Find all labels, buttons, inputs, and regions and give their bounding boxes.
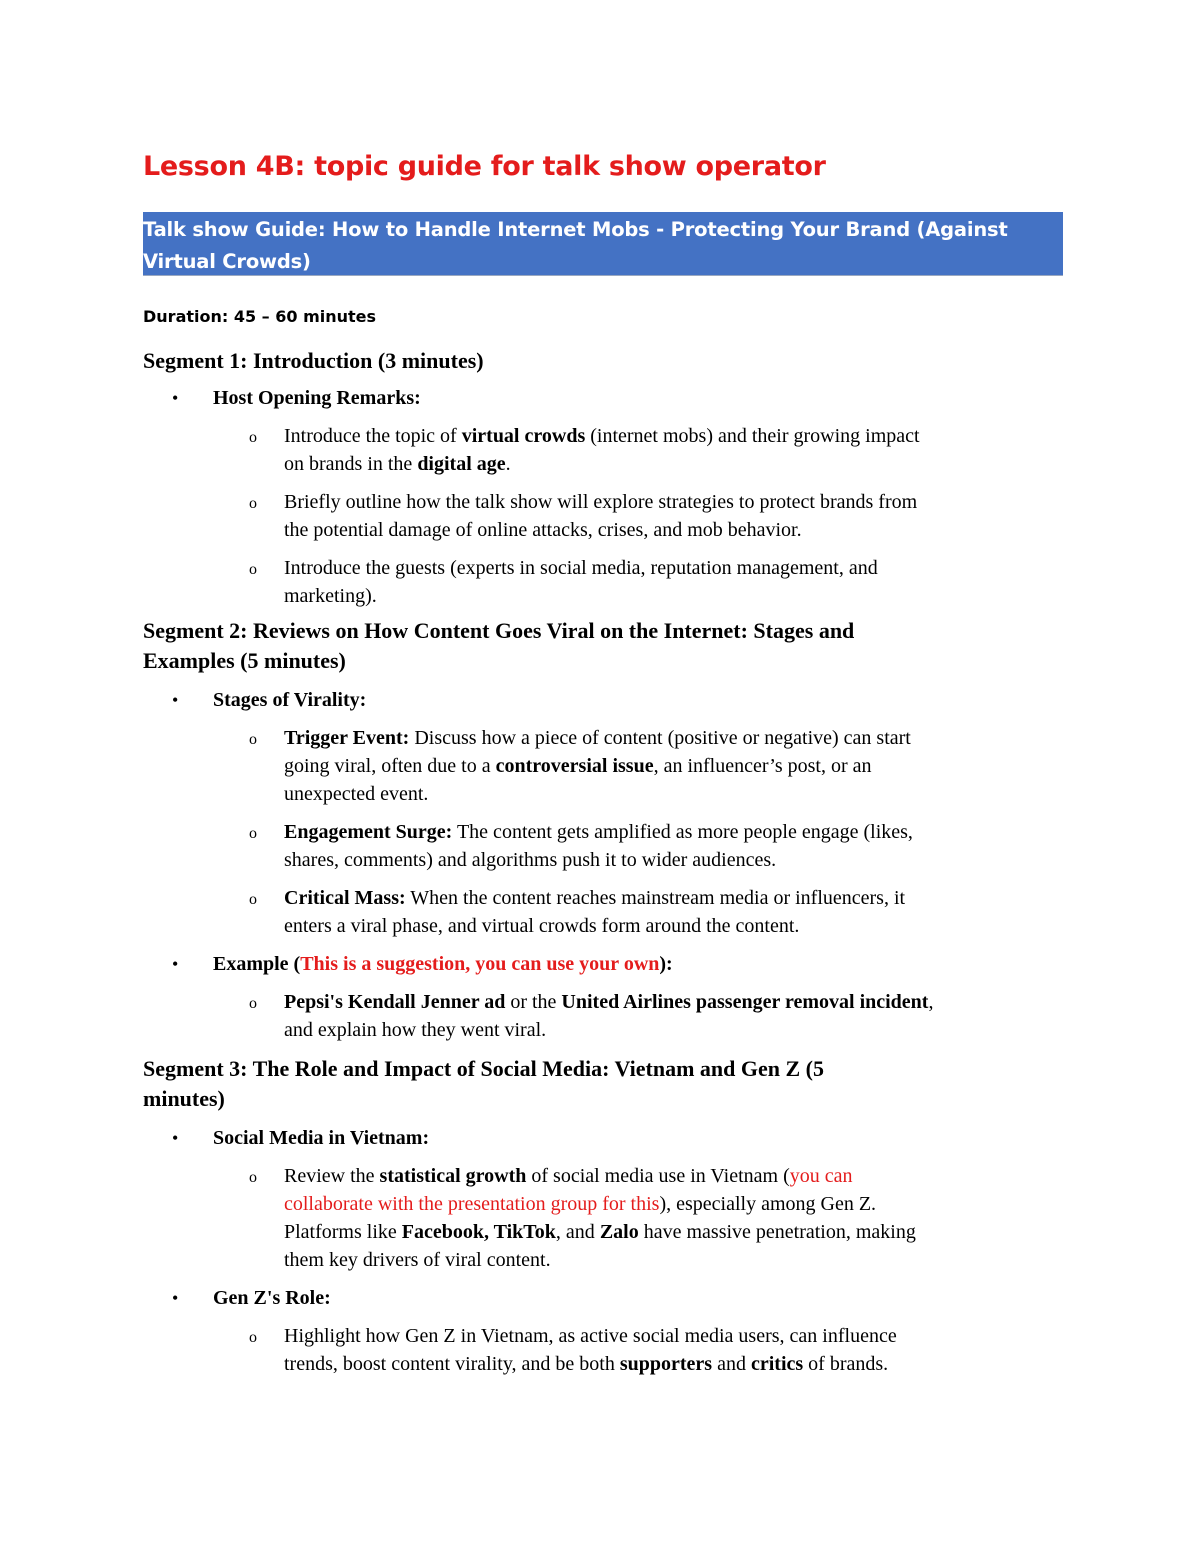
sub-bullet-icon: o	[249, 825, 257, 842]
bullet-icon: •	[172, 388, 179, 408]
segment-2-sub-2: o Engagement Surge: The content gets amplified as more people engage (likes, shares, comments) and algorithms push it to wider audiences.	[249, 821, 913, 871]
segment-1-sub-3: o Introduce the guests (experts in social media, reputation management, and marketing).	[249, 557, 878, 607]
segment-3-title: Segment 3: The Role and Impact of Social Media: Vietnam and Gen Z (5 minutes)	[143, 1056, 824, 1111]
segment-2-bullet-1: • Stages of Virality:	[143, 686, 1063, 714]
segment-3-sub-1: o Review the statistical growth of social media use in Vietnam (you can collaborate with the presentation group for this), especially among Gen Z. Platforms like Facebook, TikTok, and Zalo have massive penetration, making them key drivers of viral content.	[249, 1165, 916, 1271]
lesson-title: Lesson 4B: topic guide for talk show operator	[143, 151, 826, 182]
duration: Duration: 45 – 60 minutes	[143, 307, 377, 326]
sub-bullet-icon: o	[249, 429, 257, 446]
bullet-icon: •	[172, 1288, 179, 1308]
segment-2-sub-3: o Critical Mass: When the content reaches mainstream media or influencers, it enters a viral phase, and virtual crowds form around the content.	[249, 887, 906, 937]
segment-2-title: Segment 2: Reviews on How Content Goes Viral on the Internet: Stages and Examples (5 minutes)	[143, 618, 855, 673]
segment-1-sub-2: o Briefly outline how the talk show will explore strategies to protect brands from the potential damage of online attacks, crises, and mob behavior.	[249, 491, 918, 541]
segment-3-bullet-1: • Social Media in Vietnam:	[143, 1124, 1063, 1152]
segment-2-bullet-2: • Example (This is a suggestion, you can use your own):	[143, 950, 1063, 978]
sub-bullet-icon: o	[249, 995, 257, 1012]
segment-2-sub-1: o Trigger Event: Discuss how a piece of content (positive or negative) can start going viral, often due to a controversial issue, an influencer’s post, or an unexpected event.	[249, 727, 911, 805]
segment-1-sub-1: o Introduce the topic of virtual crowds (internet mobs) and their growing impact on brands in the digital age.	[249, 425, 920, 475]
sub-bullet-icon: o	[249, 731, 257, 748]
bullet-icon: •	[172, 1128, 179, 1148]
sub-bullet-icon: o	[249, 1169, 257, 1186]
segment-3-sub-2: o Highlight how Gen Z in Vietnam, as active social media users, can influence trends, boost content virality, and be both supporters and critics of brands.	[249, 1325, 897, 1375]
banner-line-1: Talk show Guide: How to Handle Internet Mobs - Protecting Your Brand (Against	[143, 218, 1008, 241]
segment-1-title: Segment 1: Introduction (3 minutes)	[143, 348, 484, 373]
sub-bullet-icon: o	[249, 561, 257, 578]
segment-1-bullet: • Host Opening Remarks:	[143, 384, 1063, 412]
segment-2-example: o Pepsi's Kendall Jenner ad or the United Airlines passenger removal incident, and explain how they went viral.	[249, 991, 934, 1041]
bullet-icon: •	[172, 690, 179, 710]
sub-bullet-icon: o	[249, 495, 257, 512]
sub-bullet-icon: o	[249, 1329, 257, 1346]
banner-line-2: Virtual Crowds)	[143, 250, 311, 273]
segment-3-bullet-2: • Gen Z's Role:	[143, 1284, 1063, 1312]
bullet-icon: •	[172, 954, 179, 974]
sub-bullet-icon: o	[249, 891, 257, 908]
guide-banner	[143, 212, 1063, 276]
document-content	[143, 150, 1063, 1378]
